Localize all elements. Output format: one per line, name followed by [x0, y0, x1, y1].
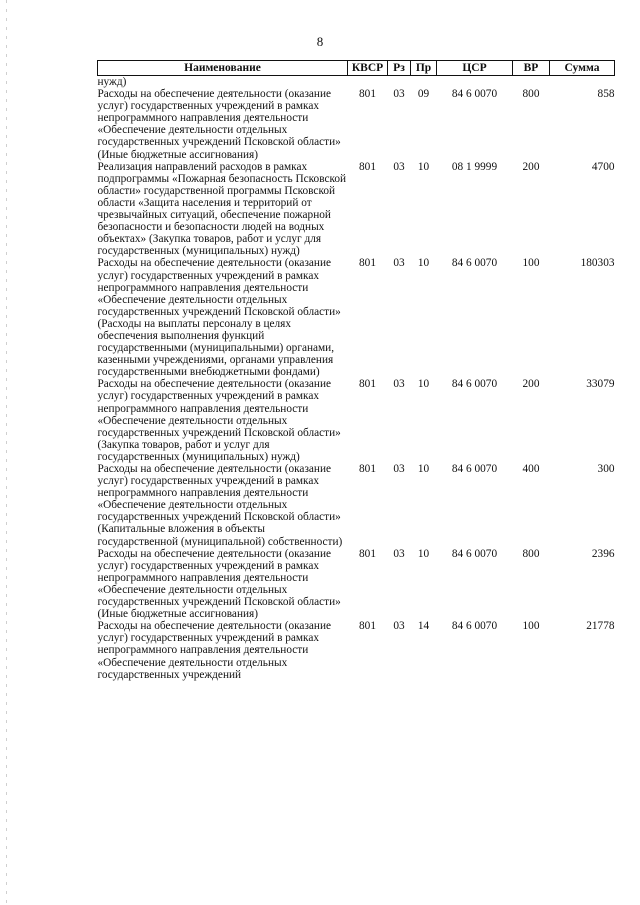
row-pr: 09 — [417, 88, 430, 101]
row-name: Расходы на обеспечение деятельности (оказание услуг) государственных учреждений в рамках непрограммного направления деятельности «Обеспечение деятельности отдельных государственных учреждений — [97, 620, 332, 681]
header-pr: Пр — [411, 61, 437, 76]
row-sum: 180303 — [580, 257, 615, 270]
row-rz: 03 — [393, 160, 405, 173]
row-csr: 84 6 0070 — [451, 620, 498, 633]
row-pr: 14 — [417, 620, 430, 633]
row-sum: 4700 — [591, 160, 615, 173]
row-vr: 100 — [522, 257, 540, 270]
row-name: Реализация направлений расходов в рамках подпрограммы «Пожарная безопасность Псковской области» государственной программы Псковской области «Защита населения и территорий от чрезвычайных ситуаций, обеспечение пожарной безопасности и безопасности людей на водных объектах» (Закупка товаров, работ и услуг для государственных (муниципальных) нужд) — [97, 160, 347, 258]
row-kvsr: 801 — [359, 463, 376, 475]
scan-edge-mark — [6, 0, 7, 905]
row-pr: 10 — [417, 257, 430, 270]
row-rz: 03 — [393, 378, 405, 391]
row-sum: 300 — [597, 463, 615, 475]
row-pr: 10 — [417, 547, 430, 560]
row-rz: 03 — [393, 463, 405, 475]
row-pr: 10 — [417, 160, 430, 173]
row-kvsr: 801 — [359, 88, 376, 101]
row-vr: 800 — [522, 88, 540, 101]
row-sum: 33079 — [586, 378, 615, 391]
table-row — [98, 88, 615, 161]
table-row — [98, 161, 615, 258]
row-name: Расходы на обеспечение деятельности (оказание услуг) государственных учреждений в рамках непрограммного направления деятельности «Обеспечение деятельности отдельных государственных учреждений Псковской области» (Закупка товаров, работ и услуг для государственных (муниципальных) нужд) — [97, 378, 341, 463]
table-row — [98, 620, 615, 680]
row-sum: 2396 — [591, 547, 615, 560]
row-csr: 84 6 0070 — [451, 547, 498, 560]
row-sum: 21778 — [586, 620, 615, 633]
row-rz: 03 — [393, 547, 405, 560]
row-kvsr: 801 — [359, 620, 376, 633]
header-kvsr: КВСР — [348, 61, 388, 76]
header-csr: ЦСР — [437, 61, 513, 76]
header-vr: ВР — [513, 61, 550, 76]
header-name: Наименование — [98, 61, 348, 76]
continuation-row — [98, 76, 615, 89]
row-pr: 10 — [417, 463, 430, 475]
table-row — [98, 257, 615, 378]
row-kvsr: 801 — [359, 160, 376, 173]
row-kvsr: 801 — [359, 378, 376, 391]
row-pr: 10 — [417, 378, 430, 391]
row-vr: 800 — [522, 547, 540, 560]
row-vr: 200 — [522, 160, 540, 173]
continuation-text: нужд) — [97, 76, 127, 88]
page-number: 8 — [316, 34, 324, 49]
row-name: Расходы на обеспечение деятельности (оказание услуг) государственных учреждений в рамках непрограммного направления деятельности «Обеспечение деятельности отдельных государственных учреждений Псковской области» (Расходы на выплаты персоналу в целях обеспечения выполнения функций государственными (муниципальными) органами, казенными учреждениями, органами управления государственными внебюджетными фондами) — [97, 257, 341, 379]
table-row — [98, 548, 615, 621]
row-rz: 03 — [393, 257, 405, 270]
row-name: Расходы на обеспечение деятельности (оказание услуг) государственных учреждений в рамках непрограммного направления деятельности «Обеспечение деятельности отдельных государственных учреждений Псковской области» (Иные бюджетные ассигнования) — [97, 88, 341, 161]
table-header-row — [98, 61, 615, 76]
header-rz: Рз — [388, 61, 411, 76]
row-kvsr: 801 — [359, 257, 376, 270]
row-kvsr: 801 — [359, 547, 376, 560]
header-sum: Сумма — [550, 61, 615, 76]
row-vr: 100 — [522, 620, 540, 633]
table-row — [98, 463, 615, 548]
row-vr: 400 — [522, 463, 540, 475]
row-rz: 03 — [393, 88, 405, 101]
row-sum: 858 — [597, 88, 615, 101]
row-vr: 200 — [522, 378, 540, 391]
row-csr: 84 6 0070 — [451, 257, 498, 270]
row-csr: 08 1 9999 — [451, 160, 498, 173]
row-rz: 03 — [393, 620, 405, 633]
row-name: Расходы на обеспечение деятельности (оказание услуг) государственных учреждений в рамках непрограммного направления деятельности «Обеспечение деятельности отдельных государственных учреждений Псковской области» (Капитальные вложения в объекты государственной (муниципальной) собственности) — [97, 463, 343, 548]
row-csr: 84 6 0070 — [451, 378, 498, 391]
table-row — [98, 378, 615, 463]
budget-table — [97, 60, 615, 681]
row-csr: 84 6 0070 — [451, 88, 498, 101]
row-name: Расходы на обеспечение деятельности (оказание услуг) государственных учреждений в рамках непрограммного направления деятельности «Обеспечение деятельности отдельных государственных учреждений Псковской области» (Иные бюджетные ассигнования) — [97, 547, 341, 621]
row-csr: 84 6 0070 — [451, 463, 498, 475]
